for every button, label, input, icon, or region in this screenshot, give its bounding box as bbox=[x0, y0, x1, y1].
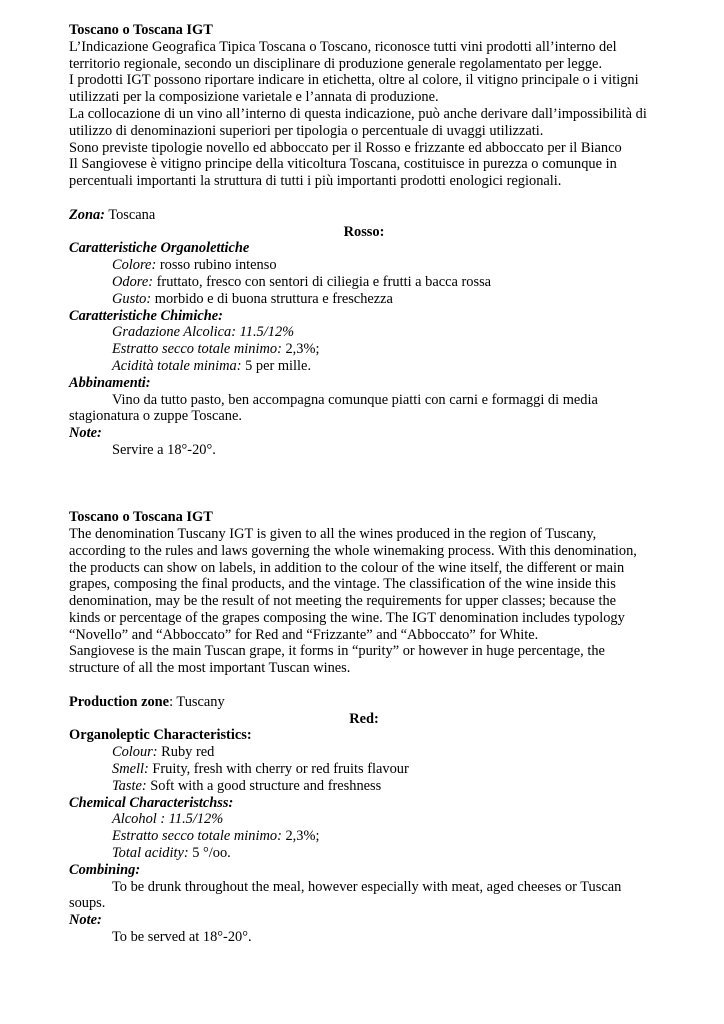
colour-value: rosso rubino intenso bbox=[156, 257, 277, 274]
alcohol-line: Gradazione Alcolica: 11.5/12% bbox=[112, 324, 295, 341]
acidity-line bbox=[69, 358, 659, 375]
alcohol-line: Alcohol : 11.5/12% bbox=[112, 811, 224, 828]
intro-line: according to the rules and laws governing the whole winemaking process. With this denomination, bbox=[69, 542, 637, 559]
intro-line: “Novello” and “Abboccato” for Red and “Frizzante” and “Abboccato” for White. bbox=[69, 626, 539, 643]
intro-line: utilizzati per la composizione varietale e l’annata di produzione. bbox=[69, 89, 439, 106]
pairing-line: soups. bbox=[69, 895, 106, 912]
organoleptic-heading: Organoleptic Characteristics: bbox=[69, 727, 252, 744]
taste-line bbox=[69, 778, 659, 795]
pairing-heading: Combining: bbox=[69, 861, 141, 878]
wine-type-heading: Rosso: bbox=[343, 223, 385, 240]
extract-label: Estratto secco totale minimo: bbox=[112, 341, 282, 358]
intro-line: Sono previste tipologie novello ed abboccato per il Rosso e frizzante ed abboccato per il Bianco bbox=[69, 139, 622, 156]
organoleptic-heading: Caratteristiche Organolettiche bbox=[69, 240, 250, 257]
intro-line: utilizzo di denominazioni superiori per tipologia o percentuale di uvaggi utilizzati. bbox=[69, 122, 544, 139]
acidity-label: Acidità totale minima: bbox=[112, 357, 242, 374]
chemical-heading: Caratteristiche Chimiche: bbox=[69, 307, 223, 324]
intro-line: territorio regionale, secondo un disciplinare di produzione generale regolamentato per legge. bbox=[69, 55, 603, 72]
pairing-line: To be drunk throughout the meal, however especially with meat, aged cheeses or Tuscan bbox=[112, 878, 622, 895]
intro-line: denomination, may be the result of not meeting the requirements for upper classes; because the bbox=[69, 593, 617, 610]
smell-label: Smell: bbox=[112, 761, 149, 778]
extract-line bbox=[69, 828, 659, 845]
acidity-value: 5 per mille. bbox=[241, 357, 312, 374]
smell-line bbox=[69, 274, 659, 291]
extract-line bbox=[69, 341, 659, 358]
pairing-line: stagionatura o zuppe Toscane. bbox=[69, 408, 242, 425]
intro-line: The denomination Tuscany IGT is given to all the wines produced in the region of Tuscany, bbox=[69, 525, 597, 542]
notes-heading: Note: bbox=[69, 912, 102, 929]
colour-label: Colour: bbox=[112, 744, 158, 761]
intro-line: the products can show on labels, in addition to the colour of the wine itself, the different or main bbox=[69, 559, 625, 576]
notes-heading: Note: bbox=[69, 425, 102, 442]
taste-label: Taste: bbox=[112, 777, 147, 794]
intro-line: Il Sangiovese è vitigno principe della viticoltura Toscana, costituisce in purezza o comunque in bbox=[69, 156, 617, 173]
section-title: Toscano o Toscana IGT bbox=[69, 22, 213, 38]
pairing-line: Vino da tutto pasto, ben accompagna comunque piatti con carni e formaggi di media bbox=[112, 391, 598, 408]
colour-label: Colore: bbox=[112, 257, 157, 274]
acidity-line bbox=[69, 845, 659, 862]
intro-line: L’Indicazione Geografica Tipica Toscana o Toscano, riconosce tutti vini prodotti all’interno del bbox=[69, 38, 617, 55]
intro-line: structure of all the most important Tuscan wines. bbox=[69, 660, 351, 677]
colour-value: Ruby red bbox=[157, 744, 215, 761]
section-title: Toscano o Toscana IGT bbox=[69, 509, 213, 526]
intro-paragraph bbox=[69, 526, 659, 677]
notes-value: Servire a 18°-20°. bbox=[112, 441, 216, 458]
intro-line: I prodotti IGT possono riportare indicare in etichetta, oltre al colore, il vitigno principale o i vitigni bbox=[69, 72, 639, 89]
italian-section bbox=[69, 22, 659, 459]
smell-value: Fruity, fresh with cherry or red fruits flavour bbox=[148, 761, 409, 778]
taste-value: morbido e di buona struttura e freschezza bbox=[151, 290, 393, 307]
colour-line bbox=[69, 744, 659, 761]
english-section bbox=[69, 509, 659, 946]
taste-line bbox=[69, 291, 659, 308]
notes-value: To be served at 18°-20°. bbox=[112, 929, 252, 946]
pairing-heading: Abbinamenti: bbox=[69, 374, 151, 391]
smell-label: Odore: bbox=[112, 273, 154, 290]
smell-value: fruttato, fresco con sentori di ciliegia e frutti a bacca rossa bbox=[153, 273, 492, 290]
intro-line: grapes, composing the final products, and the vintage. The classification of the wine inside this bbox=[69, 576, 616, 593]
zone-value: : Tuscany bbox=[169, 693, 225, 710]
acidity-label: Total acidity: bbox=[112, 845, 189, 862]
intro-line: Sangiovese is the main Tuscan grape, it forms in “purity” or however in huge percentage, the bbox=[69, 643, 605, 660]
smell-line bbox=[69, 761, 659, 778]
document-page bbox=[69, 22, 659, 946]
zone-label: Production zone bbox=[69, 693, 170, 710]
taste-label: Gusto: bbox=[112, 290, 152, 307]
intro-line: percentuali importanti la struttura di tutti i più importanti prodotti enologici regionali. bbox=[69, 173, 562, 190]
zone-line bbox=[69, 207, 659, 224]
intro-line: kinds or percentage of the grapes composing the wine. The IGT denomination includes typology bbox=[69, 609, 625, 626]
chemical-heading: Chemical Characteristchss: bbox=[69, 794, 234, 811]
intro-line: La collocazione di un vino all’interno di questa indicazione, può anche derivare dall’impossibilità di bbox=[69, 105, 647, 122]
zone-line bbox=[69, 694, 659, 711]
extract-label: Estratto secco totale minimo: bbox=[112, 828, 282, 845]
wine-type-heading: Red: bbox=[349, 710, 379, 727]
zone-value: Toscana bbox=[104, 206, 156, 223]
acidity-value: 5 °/oo. bbox=[188, 845, 231, 862]
taste-value: Soft with a good structure and freshness bbox=[146, 777, 382, 794]
intro-paragraph bbox=[69, 39, 659, 190]
colour-line bbox=[69, 257, 659, 274]
zone-label: Zona: bbox=[69, 206, 105, 223]
extract-value: 2,3%; bbox=[281, 828, 320, 845]
extract-value: 2,3%; bbox=[281, 341, 320, 358]
